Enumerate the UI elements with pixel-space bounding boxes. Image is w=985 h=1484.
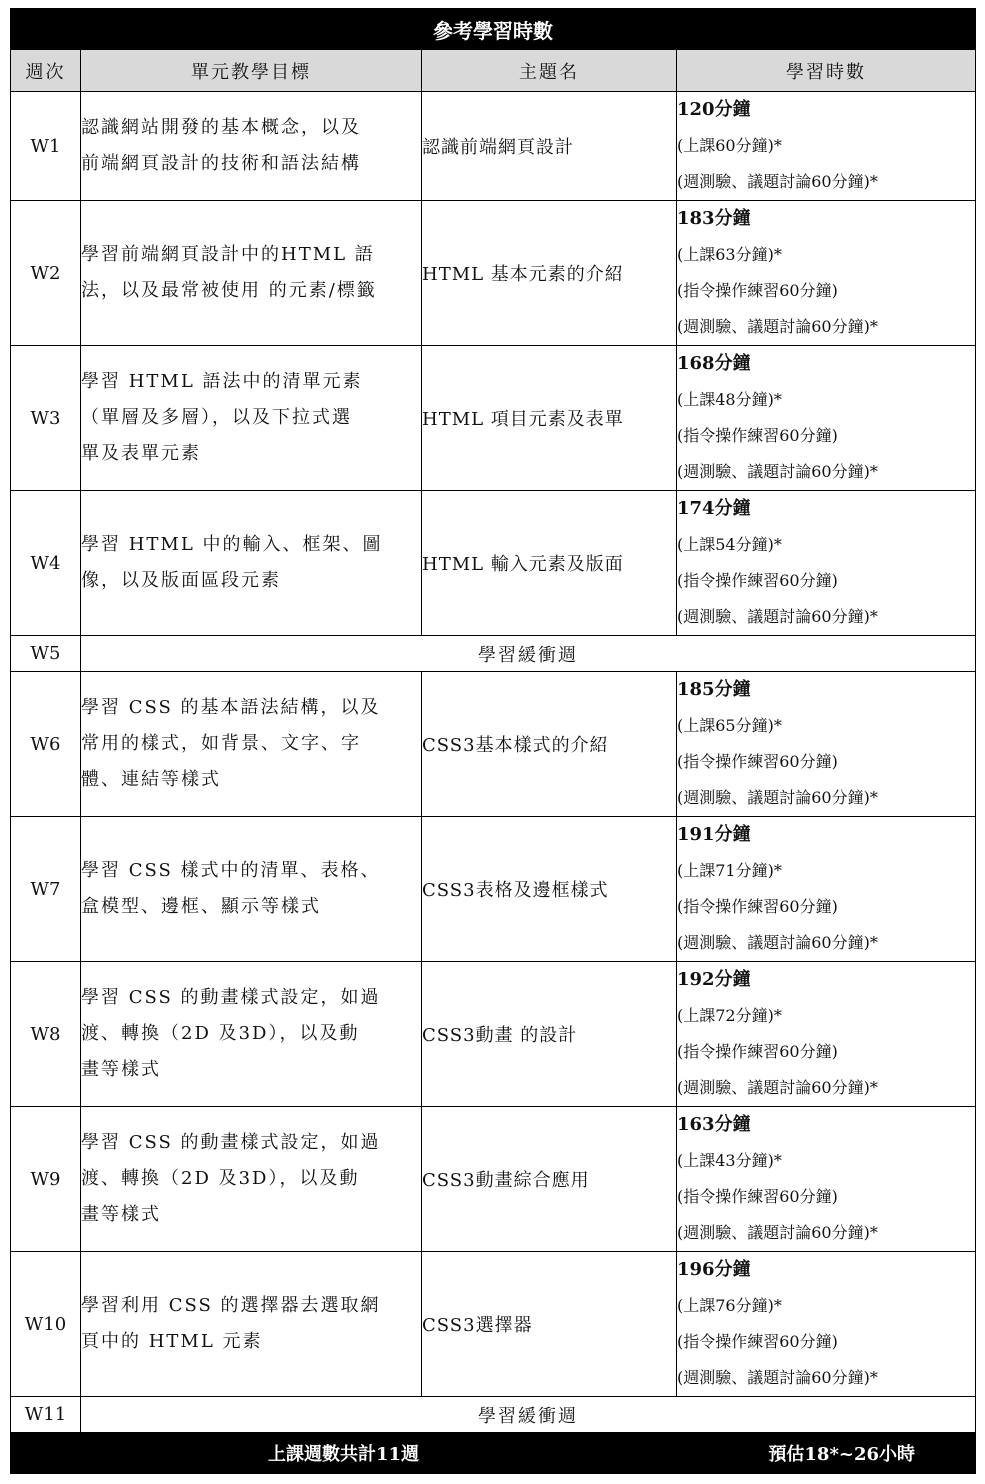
- topic-cell: CSS3選擇器: [422, 1252, 677, 1397]
- hours-detail: (週測驗、議題討論60分鐘)*: [677, 172, 878, 191]
- hours-cell: [677, 491, 976, 636]
- week-cell: W4: [11, 491, 81, 636]
- goal-line: 學習 CSS 樣式中的清單、表格、: [81, 860, 381, 881]
- hours-detail: (上課71分鐘)*: [677, 861, 782, 880]
- hours-detail: (指令操作練習60分鐘): [677, 1332, 838, 1351]
- hours-cell: [677, 672, 976, 817]
- goal-cell: [81, 346, 422, 491]
- goal-line: 盒模型、邊框、顯示等樣式: [81, 896, 321, 917]
- header-topic: 主題名: [422, 50, 677, 92]
- goal-cell: [81, 1252, 422, 1397]
- topic-cell: HTML 項目元素及表單: [422, 346, 677, 491]
- hours-detail: (週測驗、議題討論60分鐘)*: [677, 1368, 878, 1387]
- goal-cell: [81, 491, 422, 636]
- table-title: 參考學習時數: [11, 9, 976, 50]
- goal-line: 法，以及最常被使用 的元素/標籤: [81, 280, 377, 301]
- goal-line: 像，以及版面區段元素: [81, 570, 281, 591]
- goal-line: 體、連結等樣式: [81, 769, 221, 790]
- hours-detail: (指令操作練習60分鐘): [677, 571, 838, 590]
- hours-detail: (週測驗、議題討論60分鐘)*: [677, 933, 878, 952]
- hours-cell: [677, 1107, 976, 1252]
- header-goal: 單元教學目標: [81, 50, 422, 92]
- hours-detail: (上課43分鐘)*: [677, 1151, 782, 1170]
- goal-line: （單層及多層），以及下拉式選: [81, 407, 352, 428]
- hours-cell: [677, 962, 976, 1107]
- topic-cell: 認識前端網頁設計: [422, 92, 677, 201]
- hours-cell: [677, 346, 976, 491]
- table-row: [11, 962, 976, 1107]
- hours-detail: (指令操作練習60分鐘): [677, 897, 838, 916]
- week-cell: W7: [11, 817, 81, 962]
- hours-cell: [677, 1252, 976, 1397]
- goal-cell: [81, 1107, 422, 1252]
- goal-cell: [81, 92, 422, 201]
- goal-line: 前端網頁設計的技術和語法結構: [81, 153, 361, 174]
- goal-cell: [81, 817, 422, 962]
- hours-detail: (週測驗、議題討論60分鐘)*: [677, 462, 878, 481]
- hours-total: 163分鐘: [677, 1114, 751, 1135]
- buffer-week-cell: 學習緩衝週: [81, 636, 976, 672]
- goal-line: 頁中的 HTML 元素: [81, 1331, 263, 1352]
- table-row: [11, 636, 976, 672]
- table-row: [11, 491, 976, 636]
- table-row: [11, 1397, 976, 1433]
- hours-detail: (上課54分鐘)*: [677, 535, 782, 554]
- table-row: [11, 346, 976, 491]
- goal-line: 畫等樣式: [81, 1059, 161, 1080]
- hours-total: 120分鐘: [677, 99, 751, 120]
- buffer-week-cell: 學習緩衝週: [81, 1397, 976, 1433]
- hours-detail: (指令操作練習60分鐘): [677, 426, 838, 445]
- goal-line: 認識網站開發的基本概念，以及: [81, 117, 361, 138]
- hours-total: 191分鐘: [677, 824, 751, 845]
- table-body: [11, 92, 976, 1433]
- hours-detail: (週測驗、議題討論60分鐘)*: [677, 788, 878, 807]
- goal-cell: [81, 962, 422, 1107]
- hours-total: 196分鐘: [677, 1259, 751, 1280]
- footer-hours-total: 預估18*~26小時: [677, 1433, 976, 1474]
- hours-detail: (週測驗、議題討論60分鐘)*: [677, 607, 878, 626]
- hours-total: 192分鐘: [677, 969, 751, 990]
- hours-detail: (週測驗、議題討論60分鐘)*: [677, 1078, 878, 1097]
- goal-cell: [81, 672, 422, 817]
- week-cell: W1: [11, 92, 81, 201]
- hours-cell: [677, 201, 976, 346]
- hours-detail: (上課72分鐘)*: [677, 1006, 782, 1025]
- hours-detail: (上課48分鐘)*: [677, 390, 782, 409]
- table-row: [11, 672, 976, 817]
- table-row: [11, 1107, 976, 1252]
- goal-line: 學習 CSS 的動畫樣式設定，如過: [81, 987, 381, 1008]
- goal-line: 渡、轉換（2D 及3D），以及動: [81, 1168, 360, 1189]
- hours-detail: (上課65分鐘)*: [677, 716, 782, 735]
- week-cell: W9: [11, 1107, 81, 1252]
- goal-line: 學習 CSS 的動畫樣式設定，如過: [81, 1132, 381, 1153]
- goal-line: 畫等樣式: [81, 1204, 161, 1225]
- week-cell: W6: [11, 672, 81, 817]
- hours-total: 183分鐘: [677, 208, 751, 229]
- hours-detail: (週測驗、議題討論60分鐘)*: [677, 1223, 878, 1242]
- topic-cell: HTML 輸入元素及版面: [422, 491, 677, 636]
- footer-weeks-total: 上課週數共計11週: [11, 1433, 677, 1474]
- hours-detail: (週測驗、議題討論60分鐘)*: [677, 317, 878, 336]
- goal-cell: [81, 201, 422, 346]
- table-row: [11, 201, 976, 346]
- topic-cell: CSS3動畫 的設計: [422, 962, 677, 1107]
- hours-detail: (上課76分鐘)*: [677, 1296, 782, 1315]
- table-row: [11, 1252, 976, 1397]
- table-row: [11, 817, 976, 962]
- goal-line: 學習 CSS 的基本語法結構，以及: [81, 697, 381, 718]
- hours-total: 168分鐘: [677, 353, 751, 374]
- hours-detail: (上課60分鐘)*: [677, 136, 782, 155]
- hours-cell: [677, 817, 976, 962]
- week-cell: W2: [11, 201, 81, 346]
- goal-line: 常用的樣式，如背景、文字、字: [81, 733, 361, 754]
- week-cell: W10: [11, 1252, 81, 1397]
- goal-line: 學習 HTML 語法中的清單元素: [81, 371, 363, 392]
- goal-line: 渡、轉換（2D 及3D），以及動: [81, 1023, 360, 1044]
- hours-detail: (指令操作練習60分鐘): [677, 1187, 838, 1206]
- learning-hours-table: [10, 8, 976, 1474]
- hours-detail: (指令操作練習60分鐘): [677, 281, 838, 300]
- hours-detail: (指令操作練習60分鐘): [677, 752, 838, 771]
- hours-total: 185分鐘: [677, 679, 751, 700]
- topic-cell: HTML 基本元素的介紹: [422, 201, 677, 346]
- hours-total: 174分鐘: [677, 498, 751, 519]
- header-week: 週次: [11, 50, 81, 92]
- goal-line: 學習前端網頁設計中的HTML 語: [81, 244, 375, 265]
- topic-cell: CSS3表格及邊框樣式: [422, 817, 677, 962]
- hours-detail: (上課63分鐘)*: [677, 245, 782, 264]
- hours-detail: (指令操作練習60分鐘): [677, 1042, 838, 1061]
- topic-cell: CSS3動畫綜合應用: [422, 1107, 677, 1252]
- header-hours: 學習時數: [677, 50, 976, 92]
- goal-line: 學習 HTML 中的輸入、框架、圖: [81, 534, 383, 555]
- week-cell: W3: [11, 346, 81, 491]
- goal-line: 學習利用 CSS 的選擇器去選取網: [81, 1295, 381, 1316]
- topic-cell: CSS3基本樣式的介紹: [422, 672, 677, 817]
- week-cell: W5: [11, 636, 81, 672]
- week-cell: W8: [11, 962, 81, 1107]
- week-cell: W11: [11, 1397, 81, 1433]
- goal-line: 單及表單元素: [81, 443, 201, 464]
- table-row: [11, 92, 976, 201]
- hours-cell: [677, 92, 976, 201]
